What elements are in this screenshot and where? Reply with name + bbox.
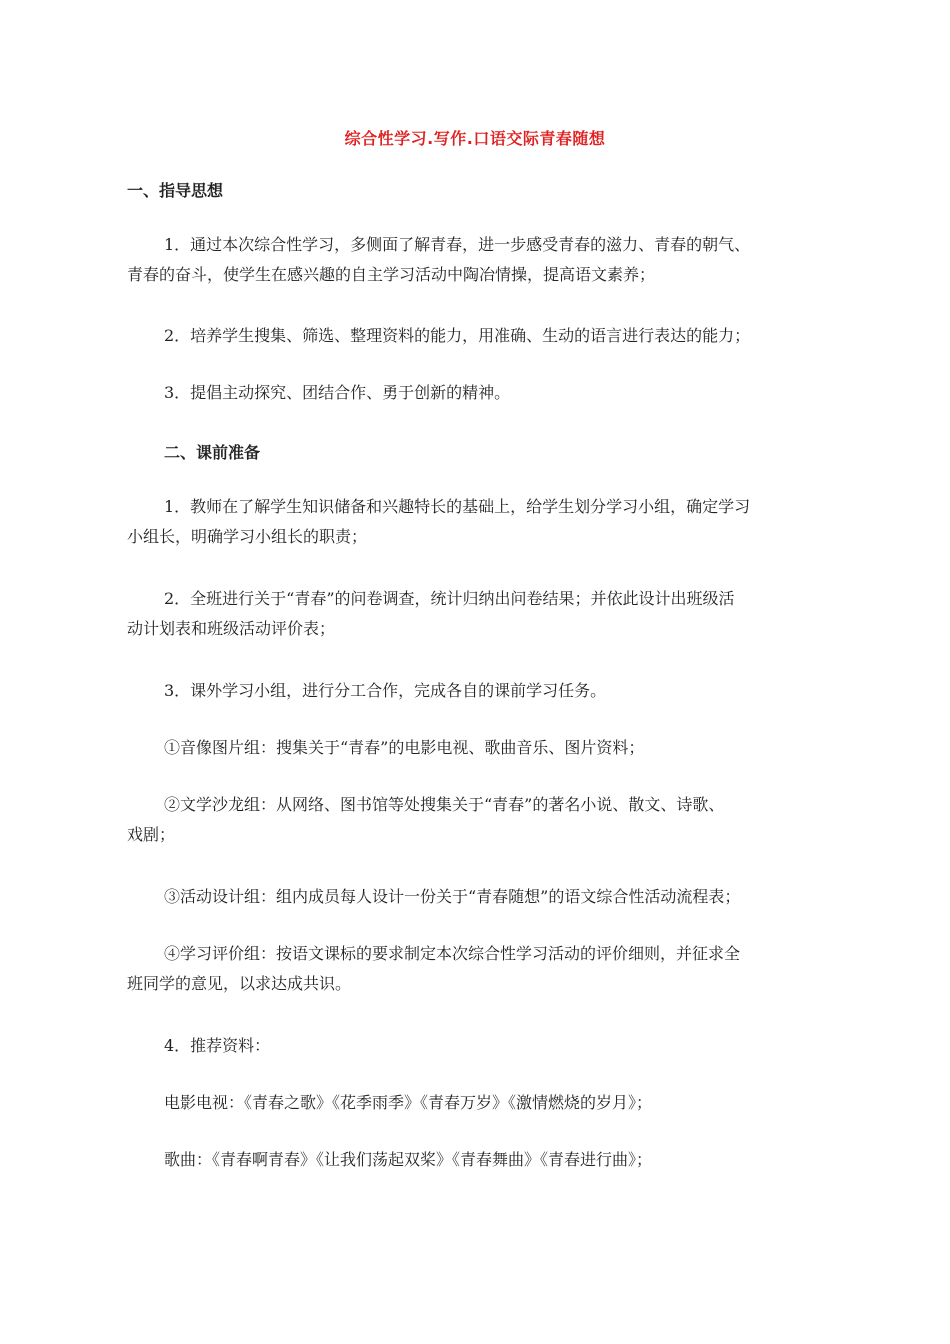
paragraph xyxy=(127,733,835,763)
paragraph-line: ②文学沙龙组：从网络、图书馆等处搜集关于“青春”的著名小说、散文、诗歌、 xyxy=(164,795,725,814)
section-heading-preparation: 二、课前准备 xyxy=(164,443,261,462)
paragraph-line: 班同学的意见，以求达成共识。 xyxy=(127,974,352,993)
paragraph-line: 青春的奋斗，使学生在感兴趣的自主学习活动中陶冶情操，提高语文素养； xyxy=(127,265,656,284)
paragraph-line: ③活动设计组：组内成员每人设计一份关于“青春随想”的语文综合性活动流程表； xyxy=(164,887,741,906)
paragraph-line: 2．培养学生搜集、筛选、整理资料的能力，用准确、生动的语言进行表达的能力； xyxy=(164,326,751,345)
paragraph-line: 2．全班进行关于“青春”的问卷调查，统计归纳出问卷结果；并依此设计出班级活 xyxy=(164,589,735,608)
paragraph-line: 3．提倡主动探究、团结合作、勇于创新的精神。 xyxy=(164,383,511,402)
paragraph-line: 4．推荐资料： xyxy=(164,1036,271,1055)
paragraph-line: 动计划表和班级活动评价表； xyxy=(127,619,336,638)
document-title: 综合性学习.写作.口语交际青春随想 xyxy=(344,129,606,148)
paragraph-line: 3．课外学习小组，进行分工合作，完成各自的课前学习任务。 xyxy=(164,681,607,700)
paragraph xyxy=(127,676,835,706)
section-heading-guiding-thought: 一、指导思想 xyxy=(127,181,224,200)
paragraph xyxy=(127,1145,835,1175)
paragraph-line: 歌曲：《青春啊青春》《让我们荡起双桨》《青春舞曲》《青春进行曲》； xyxy=(164,1150,653,1169)
paragraph-line: ①音像图片组：搜集关于“青春”的电影电视、歌曲音乐、图片资料； xyxy=(164,738,645,757)
paragraph xyxy=(127,378,835,408)
paragraph xyxy=(127,790,835,850)
paragraph xyxy=(127,492,835,552)
paragraph xyxy=(127,230,835,290)
paragraph-line: 戏剧； xyxy=(127,825,176,844)
paragraph-line: 电影电视：《青春之歌》《花季雨季》《青春万岁》《激情燃烧的岁月》； xyxy=(164,1093,653,1112)
paragraph-line: 1．教师在了解学生知识储备和兴趣特长的基础上，给学生划分学习小组，确定学习 xyxy=(164,497,751,516)
paragraph xyxy=(127,882,835,912)
paragraph xyxy=(127,1088,835,1118)
paragraph xyxy=(127,1031,835,1061)
paragraph-line: ④学习评价组：按语文课标的要求制定本次综合性学习活动的评价细则，并征求全 xyxy=(164,944,741,963)
paragraph xyxy=(127,584,835,644)
paragraph xyxy=(127,321,835,351)
paragraph xyxy=(127,939,835,999)
paragraph-line: 1．通过本次综合性学习，多侧面了解青春，进一步感受青春的滋力、青春的朝气、 xyxy=(164,235,751,254)
paragraph-line: 小组长，明确学习小组长的职责； xyxy=(127,527,368,546)
